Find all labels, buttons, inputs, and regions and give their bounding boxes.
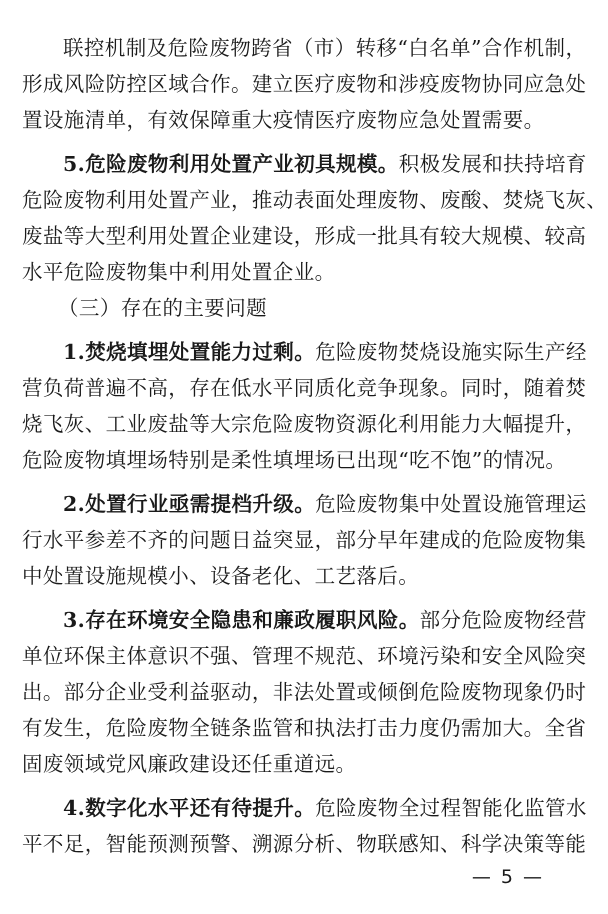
page-number: — 5 — <box>471 866 544 888</box>
paragraph <box>22 790 587 862</box>
paragraph <box>22 146 608 290</box>
text-line: 水平危险废物集中利用处置企业。 <box>22 260 336 284</box>
text-line: 废盐等大型利用处置企业建设，形成一批具有较大规模、较高 <box>22 224 587 248</box>
text-run: 部分危险废物经营 <box>419 608 587 632</box>
text-line: 置设施清单，有效保障重大疫情医疗废物应急处置需要。 <box>22 108 545 132</box>
text-line: 营负荷普遍不高，存在低水平同质化竞争现象。同时，随着焚 <box>22 376 587 400</box>
paragraph-heading: 3.存在环境安全隐患和廉政履职风险。 <box>63 608 420 632</box>
document-body <box>22 30 608 862</box>
paragraph-heading: 4.数字化水平还有待提升。 <box>63 796 316 820</box>
text-line: 平不足，智能预测预警、溯源分析、物联感知、科学决策等能 <box>22 832 587 856</box>
text-line: 烧飞灰、工业废盐等大宗危险废物资源化利用能力大幅提升， <box>22 412 587 436</box>
text-line: 危险废物填埋场特别是柔性填埋场已出现“吃不饱”的情况。 <box>22 448 567 472</box>
paragraph <box>22 334 587 478</box>
text-line: 危险废物利用处置产业，推动表面处理废物、废酸、焚烧飞灰、 <box>22 188 608 212</box>
section-heading: （三）存在的主要问题 <box>58 296 267 320</box>
paragraph <box>22 602 587 782</box>
text-line: 出。部分企业受利益驱动，非法处置或倾倒危险废物现象仍时 <box>22 680 587 704</box>
text-line: 单位环保主体意识不强、管理不规范、环境污染和安全风险突 <box>22 644 587 668</box>
text-line: 行水平参差不齐的问题日益突显，部分早年建成的危险废物集 <box>22 528 587 552</box>
paragraph-heading: 1.焚烧填埋处置能力过剩。 <box>63 340 316 364</box>
text-run: 积极发展和扶持培育 <box>398 152 587 176</box>
text-line: 形成风险防控区域合作。建立医疗废物和涉疫废物协同应急处 <box>22 72 587 96</box>
text-run: 危险废物全过程智能化监管水 <box>315 796 587 820</box>
text-line: 联控机制及危险废物跨省（市）转移“白名单”合作机制， <box>63 36 587 60</box>
text-line: 有发生，危险废物全链条监管和执法打击力度仍需加大。全省 <box>22 716 587 740</box>
text-run: 危险废物集中处置设施管理运 <box>315 492 587 516</box>
paragraph <box>22 486 587 594</box>
text-line: 固废领域党风廉政建设还任重道远。 <box>22 752 357 776</box>
text-run: 危险废物焚烧设施实际生产经 <box>315 340 587 364</box>
paragraph <box>22 30 587 138</box>
paragraph-heading: 5.危险废物利用处置产业初具规模。 <box>63 152 399 176</box>
text-line: 中处置设施规模小、设备老化、工艺落后。 <box>22 564 420 588</box>
paragraph-heading: 2.处置行业亟需提档升级。 <box>63 492 316 516</box>
